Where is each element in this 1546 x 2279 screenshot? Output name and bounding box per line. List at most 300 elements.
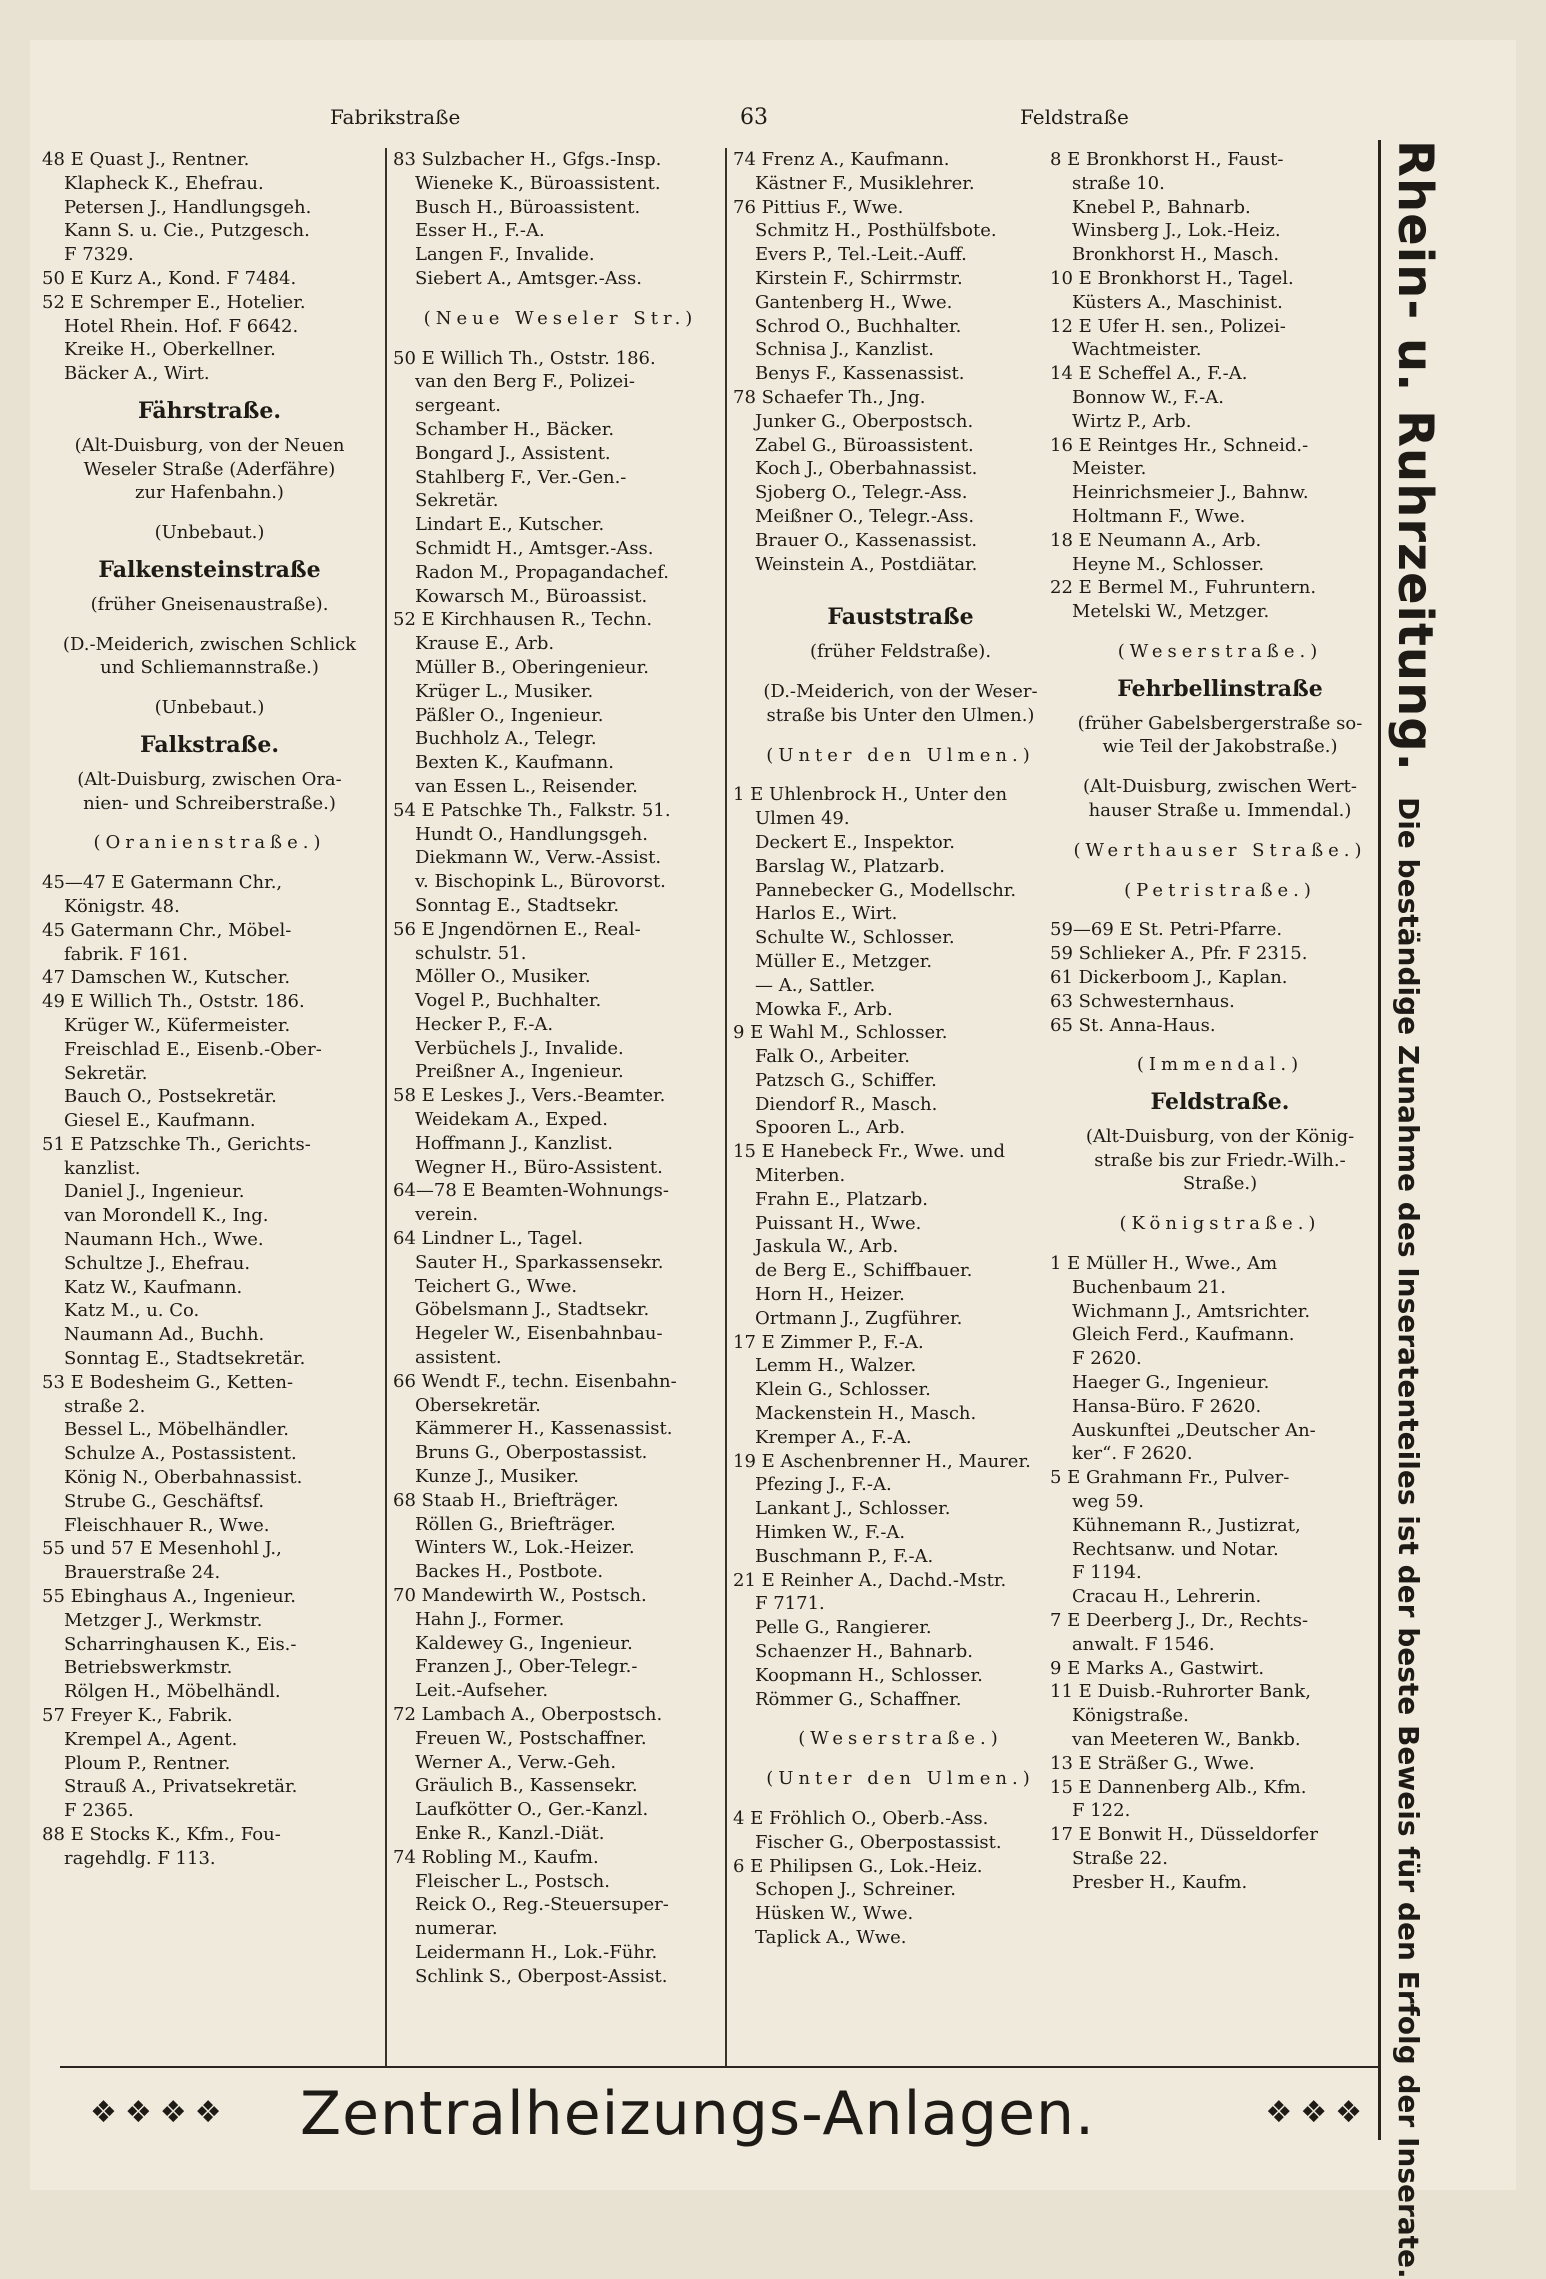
header-left-street: Fabrikstraße: [330, 105, 461, 129]
directory-entry: 8 E Bronkhorst H., Faust-: [1050, 149, 1284, 170]
directory-entry: 83 Sulzbacher H., Gfgs.-Insp.: [393, 149, 662, 170]
directory-entry: 74 Robling M., Kaufm.: [393, 1846, 599, 1868]
directory-entry: 54 E Patschke Th., Falkstr. 51.: [393, 799, 671, 821]
directory-entry: Bongard J., Assistent.: [415, 442, 611, 464]
directory-entry: Naumann Hch., Wwe.: [64, 1229, 264, 1251]
directory-entry: Taplick A., Wwe.: [755, 1926, 907, 1948]
directory-entry: Gleich Ferd., Kaufmann.: [1072, 1324, 1295, 1346]
street-heading: Falkstraße.: [139, 733, 280, 758]
directory-entry: Esser H., F.-A.: [415, 220, 545, 242]
directory-entry: Rechtsanw. und Notar.: [1072, 1538, 1279, 1560]
directory-entry: Schlink S., Oberpost-Assist.: [415, 1965, 668, 1987]
directory-entry: Presber H., Kaufm.: [1072, 1871, 1248, 1893]
directory-entry: 45—47 E Gatermann Chr.,: [42, 872, 283, 894]
directory-entry: 1 E Uhlenbrock H., Unter den: [733, 784, 1008, 806]
directory-entry: Wichmann J., Amtsrichter.: [1072, 1300, 1311, 1322]
directory-entry: Schulte W., Schlosser.: [755, 927, 955, 949]
directory-column-3: [725, 148, 1068, 2068]
directory-entry: Brauerstraße 24.: [64, 1562, 221, 1584]
footer-ad-title: Zentralheizungs-Anlagen.: [300, 2079, 1096, 2149]
directory-entry: 7 E Deerberg J., Dr., Rechts-: [1050, 1610, 1309, 1632]
spacer: [1050, 823, 1390, 839]
directory-entry: Lankant J., Schlosser.: [755, 1498, 951, 1520]
directory-entry: Sauter H., Sparkassensekr.: [415, 1251, 664, 1273]
directory-entry: F 2365.: [64, 1800, 134, 1822]
spacer: [42, 815, 377, 831]
directory-entry: Schnisa J., Kanzlist.: [755, 339, 934, 361]
directory-entry: Teichert G., Wwe.: [415, 1275, 578, 1297]
directory-entry: Buschmann P., F.-A.: [755, 1545, 934, 1567]
directory-entry: Krüger L., Musiker.: [415, 680, 594, 702]
directory-entry: Werner A., Verw.-Geh.: [415, 1751, 617, 1773]
directory-entry: Rölgen H., Möbelhändl.: [64, 1681, 281, 1703]
directory-entry: 13 E Sträßer G., Wwe.: [1050, 1752, 1255, 1774]
street-heading: Fauststraße: [827, 606, 974, 631]
directory-entry: Bessel L., Möbelhändler.: [64, 1419, 289, 1441]
street-note: (D.-Meiderich, zwischen Schlick: [62, 633, 357, 655]
directory-entry: 17 E Bonwit H., Düsseldorfer: [1050, 1824, 1318, 1846]
directory-entry: van den Berg F., Polizei-: [415, 371, 635, 393]
directory-entry: Jaskula W., Arb.: [755, 1236, 899, 1258]
directory-entry: Preißner A., Ingenieur.: [415, 1061, 624, 1083]
street-note: (Unbebaut.): [154, 522, 265, 544]
advertisement-sidebar: [1378, 140, 1443, 2279]
directory-entry: Enke R., Kanzl.-Diät.: [415, 1822, 605, 1844]
street-heading: Fehrbellinstraße: [1117, 677, 1323, 702]
directory-entry: Schaenzer H., Bahnarb.: [755, 1641, 974, 1663]
street-note: (Königstraße.): [1119, 1213, 1321, 1235]
spacer: [1050, 624, 1390, 640]
page-number: 63: [740, 105, 768, 130]
directory-column-1: [42, 148, 377, 1871]
directory-entry: Scharringhausen K., Eis.-: [64, 1633, 297, 1655]
directory-entry: 55 Ebinghaus A., Ingenieur.: [42, 1586, 297, 1608]
directory-entry: Weinstein A., Postdiätar.: [755, 553, 978, 575]
ornament-right-icon: ❖❖❖: [1265, 2095, 1370, 2130]
street-heading: Feldstraße.: [1150, 1091, 1290, 1115]
directory-entry: 19 E Aschenbrenner H., Maurer.: [733, 1450, 1031, 1472]
street-note: (Weserstraße.): [1117, 640, 1323, 662]
directory-entry: Bexten K., Kaufmann.: [415, 752, 614, 774]
directory-entry: Wirtz P., Arb.: [1072, 410, 1192, 432]
directory-entry: Ortmann J., Zugführer.: [755, 1307, 963, 1329]
directory-column-2: [385, 148, 728, 2068]
directory-entry: 10 E Bronkhorst H., Tagel.: [1050, 267, 1294, 289]
directory-entry: Cracau H., Lehrerin.: [1072, 1586, 1262, 1608]
spacer: [42, 680, 377, 696]
directory-entry: Winsberg J., Lok.-Heiz.: [1072, 220, 1281, 242]
directory-entry: Möller O., Musiker.: [415, 966, 591, 988]
directory-entry: Horn H., Heizer.: [755, 1284, 905, 1306]
directory-entry: 12 E Ufer H. sen., Polizei-: [1050, 315, 1286, 337]
directory-entry: numerar.: [415, 1918, 498, 1940]
directory-entry: 66 Wendt F., techn. Eisenbahn-: [393, 1370, 677, 1392]
street-note: (früher Gabelsbergerstraße so-: [1077, 712, 1363, 734]
directory-entry: schulstr. 51.: [415, 942, 527, 964]
spacer: [1050, 902, 1390, 918]
directory-entry: Daniel J., Ingenieur.: [64, 1181, 245, 1203]
directory-entry: Hüsken W., Wwe.: [755, 1903, 914, 1925]
directory-entry: Sonntag E., Stadtsekr.: [415, 894, 620, 916]
directory-entry: 53 E Bodesheim G., Ketten-: [42, 1371, 294, 1393]
directory-entry: 14 E Scheffel A., F.-A.: [1050, 363, 1248, 385]
directory-entry: Winters W., Lok.-Heizer.: [415, 1537, 635, 1559]
directory-entry: 9 E Wahl M., Schlosser.: [733, 1022, 948, 1044]
street-note: nien- und Schreiberstraße.): [83, 792, 336, 814]
directory-entry: Kästner F., Musiklehrer.: [755, 172, 975, 194]
directory-entry: Vogel P., Buchhalter.: [415, 990, 602, 1012]
directory-entry: Lindart E., Kutscher.: [415, 514, 605, 536]
street-note: (Unter den Ulmen.): [766, 1768, 1035, 1790]
directory-entry: Leit.-Aufseher.: [415, 1680, 549, 1702]
directory-entry: — A., Sattler.: [755, 974, 876, 996]
directory-entry: van Essen L., Reisender.: [415, 775, 638, 797]
directory-entry: Diendorf R., Masch.: [755, 1093, 938, 1115]
directory-entry: Metzger J., Werkmstr.: [64, 1609, 263, 1631]
directory-entry: Pfezing J., F.-A.: [755, 1474, 892, 1496]
directory-entry: fabrik. F 161.: [64, 943, 188, 965]
directory-entry: F 7329.: [64, 244, 134, 266]
spacer: [1050, 1196, 1390, 1212]
directory-entry: 51 E Patzschke Th., Gerichts-: [42, 1133, 311, 1155]
directory-entry: Ulmen 49.: [755, 808, 850, 830]
street-heading: Fährstraße.: [137, 399, 282, 424]
directory-entry: straße 2.: [64, 1395, 146, 1417]
directory-entry: Busch H., Büroassistent.: [415, 196, 641, 218]
directory-entry: Meister.: [1072, 458, 1147, 480]
directory-entry: 59 Schlieker A., Pfr. F 2315.: [1050, 943, 1308, 965]
footer-divider: [60, 2066, 1380, 2068]
directory-entry: Königstraße.: [1072, 1705, 1189, 1727]
directory-entry: sergeant.: [415, 395, 501, 417]
directory-entry: Meißner O., Telegr.-Ass.: [755, 505, 975, 527]
directory-column-4: [1050, 148, 1390, 1895]
directory-entry: Metelski W., Metzger.: [1072, 601, 1270, 623]
directory-entry: Falk O., Arbeiter.: [755, 1046, 911, 1068]
spacer: [733, 728, 1068, 744]
footer-advertisement: [60, 2075, 1380, 2165]
directory-entry: Bäcker A., Wirt.: [64, 363, 210, 385]
directory-entry: Buchholz A., Telegr.: [415, 728, 597, 750]
directory-entry: Krempel A., Agent.: [64, 1728, 238, 1750]
directory-entry: Laufkötter O., Ger.-Kanzl.: [415, 1799, 649, 1821]
directory-entry: F 7171.: [755, 1593, 825, 1615]
directory-entry: Spooren L., Arb.: [755, 1117, 906, 1139]
directory-entry: Evers P., Tel.-Leit.-Auff.: [755, 244, 967, 266]
directory-entry: 5 E Grahmann Fr., Pulver-: [1050, 1467, 1290, 1489]
directory-entry: 47 Damschen W., Kutscher.: [42, 967, 291, 989]
directory-entry: Brauer O., Kassenassist.: [755, 529, 978, 551]
directory-entry: Junker G., Oberpostsch.: [755, 410, 974, 432]
directory-entry: van Morondell K., Ing.: [64, 1205, 269, 1227]
directory-entry: ker“. F 2620.: [1072, 1443, 1193, 1465]
directory-entry: Kowarsch M., Büroassist.: [415, 585, 648, 607]
directory-entry: assistent.: [415, 1347, 502, 1369]
directory-entry: de Berg E., Schiffbauer.: [755, 1260, 973, 1282]
directory-entry: Hahn J., Former.: [415, 1608, 565, 1630]
directory-entry: Göbelsmann J., Stadtsekr.: [415, 1299, 650, 1321]
sidebar-slogan: Die beständige Zunahme des Inseratenteiles ist der beste Beweis für den Erfolg der Inserate.: [1392, 796, 1425, 2279]
directory-entry: König N., Oberbahnassist.: [64, 1467, 303, 1489]
directory-entry: 21 E Reinher A., Dachd.-Mstr.: [733, 1569, 1007, 1591]
directory-entry: Siebert A., Amtsger.-Ass.: [415, 267, 642, 289]
directory-entry: Fleischhauer R., Wwe.: [64, 1514, 270, 1536]
directory-entry: Zabel G., Büroassistent.: [755, 434, 974, 456]
street-note: (Unbebaut.): [154, 697, 265, 719]
directory-entry: Fleischer L., Postsch.: [415, 1870, 610, 1892]
directory-entry: ragehdlg. F 113.: [64, 1847, 216, 1869]
directory-entry: Königstr. 48.: [64, 895, 180, 917]
directory-entry: 72 Lambach A., Oberpostsch.: [393, 1704, 663, 1725]
directory-entry: Giesel E., Kaufmann.: [64, 1110, 256, 1132]
directory-entry: Benys F., Kassenassist.: [755, 363, 965, 385]
directory-entry: Römmer G., Schaffner.: [755, 1688, 962, 1710]
header-right-street: Feldstraße: [1020, 105, 1129, 129]
directory-entry: 56 E Jngendörnen E., Real-: [393, 918, 641, 940]
directory-entry: Lemm H., Walzer.: [755, 1355, 917, 1377]
directory-entry: Bonnow W., F.-A.: [1072, 386, 1224, 408]
street-note: straße bis Unter den Ulmen.): [766, 704, 1035, 726]
street-note: zur Hafenbahn.): [135, 482, 284, 504]
directory-entry: Mowka F., Arb.: [755, 998, 893, 1020]
directory-entry: Auskunftei „Deutscher An-: [1072, 1419, 1316, 1441]
directory-entry: 68 Staab H., Briefträger.: [393, 1489, 619, 1511]
directory-entry: F 122.: [1072, 1800, 1131, 1822]
directory-entry: Katz M., u. Co.: [64, 1300, 200, 1322]
directory-entry: Strauß A., Privatsekretär.: [64, 1776, 298, 1798]
spacer: [733, 1791, 1068, 1807]
directory-entry: Fischer G., Oberpostassist.: [755, 1831, 1002, 1853]
directory-entry: Kämmerer H., Kassenassist.: [415, 1418, 673, 1440]
directory-entry: Patzsch G., Schiffer.: [755, 1069, 937, 1091]
directory-entry: 45 Gatermann Chr., Möbel-: [42, 919, 292, 941]
directory-entry: Kann S. u. Cie., Putzgesch.: [64, 220, 310, 242]
directory-entry: 48 E Quast J., Rentner.: [42, 149, 250, 170]
directory-entry: 4 E Fröhlich O., Oberb.-Ass.: [733, 1808, 989, 1829]
spacer: [733, 767, 1068, 783]
spacer: [1050, 1037, 1390, 1053]
directory-entry: 22 E Bermel M., Fuhruntern.: [1050, 577, 1317, 599]
spacer: [393, 331, 728, 347]
street-note: (früher Gneisenaustraße).: [90, 593, 329, 615]
street-heading: Falkensteinstraße: [98, 558, 321, 583]
spacer: [1050, 1236, 1390, 1252]
directory-entry: 15 E Hanebeck Fr., Wwe. und: [733, 1141, 1006, 1163]
directory-entry: Franzen J., Ober-Telegr.-: [415, 1656, 638, 1678]
directory-entry: Holtmann F., Wwe.: [1072, 505, 1246, 527]
directory-entry: Naumann Ad., Buchh.: [64, 1324, 265, 1346]
street-note: Weseler Straße (Aderfähre): [83, 458, 336, 480]
directory-entry: Buchenbaum 21.: [1072, 1276, 1227, 1298]
directory-entry: Hansa-Büro. F 2620.: [1072, 1395, 1262, 1417]
directory-entry: Schopen J., Schreiner.: [755, 1879, 956, 1901]
directory-entry: Backes H., Postbote.: [415, 1561, 604, 1583]
directory-entry: 17 E Zimmer P., F.-A.: [733, 1331, 924, 1353]
directory-entry: Sekretär.: [415, 490, 499, 512]
directory-entry: Krüger W., Küfermeister.: [64, 1014, 291, 1036]
directory-entry: Frahn E., Platzarb.: [755, 1188, 928, 1210]
spacer: [42, 617, 377, 633]
directory-entry: Klein G., Schlosser.: [755, 1379, 931, 1401]
street-note: (Alt-Duisburg, zwischen Wert-: [1083, 776, 1357, 798]
directory-entry: Wachtmeister.: [1072, 339, 1202, 361]
directory-entry: Betriebswerkmstr.: [64, 1657, 233, 1679]
directory-entry: Obersekretär.: [415, 1394, 541, 1416]
directory-entry: Puissant H., Wwe.: [755, 1212, 922, 1234]
directory-entry: Harlos E., Wirt.: [755, 903, 898, 925]
directory-entry: 49 E Willich Th., Oststr. 186.: [42, 991, 305, 1013]
street-note: (früher Feldstraße).: [809, 641, 992, 663]
directory-entry: Wegner H., Büro-Assistent.: [415, 1156, 663, 1178]
page-header: [100, 105, 1400, 145]
directory-entry: 74 Frenz A., Kaufmann.: [733, 149, 950, 170]
directory-entry: Schmitz H., Posthülfsbote.: [755, 220, 997, 242]
directory-entry: Straße 22.: [1072, 1848, 1168, 1869]
directory-entry: Schmidt H., Amtsger.-Ass.: [415, 537, 654, 559]
directory-entry: Kirstein F., Schirrmstr.: [755, 267, 963, 289]
street-note: wie Teil der Jakobstraße.): [1102, 736, 1338, 758]
directory-entry: Müller B., Oberingenieur.: [415, 656, 649, 678]
directory-entry: 50 E Kurz A., Kond. F 7484.: [42, 267, 297, 289]
directory-entry: Pannebecker G., Modellschr.: [755, 879, 1017, 901]
directory-entry: v. Bischopink L., Bürovorst.: [415, 871, 666, 893]
directory-entry: 9 E Marks A., Gastwirt.: [1050, 1657, 1265, 1679]
directory-entry: straße 10.: [1072, 172, 1165, 194]
spacer: [42, 505, 377, 521]
directory-entry: Schulze A., Postassistent.: [64, 1443, 297, 1465]
directory-entry: 63 Schwesternhaus.: [1050, 990, 1235, 1012]
directory-entry: Langen F., Invalide.: [415, 244, 595, 266]
directory-entry: Leidermann H., Lok.-Führ.: [415, 1941, 658, 1963]
street-note: (Oranienstraße.): [93, 832, 326, 854]
directory-entry: Knebel P., Bahnarb.: [1072, 196, 1251, 218]
directory-entry: Hecker P., F.-A.: [415, 1013, 554, 1035]
directory-entry: 64 Lindner L., Tagel.: [393, 1228, 584, 1250]
spacer: [733, 664, 1068, 680]
street-note: (Immendal.): [1136, 1054, 1304, 1076]
directory-entry: Koch J., Oberbahnassist.: [755, 458, 978, 480]
street-note: (D.-Meiderich, von der Weser-: [763, 680, 1038, 702]
street-note: (Alt-Duisburg, von der Neuen: [74, 434, 345, 456]
directory-entry: Klapheck K., Ehefrau.: [64, 172, 264, 194]
directory-entry: Gantenberg H., Wwe.: [755, 291, 953, 313]
directory-entry: Krause E., Arb.: [415, 633, 555, 655]
directory-entry: Schultze J., Ehefrau.: [64, 1252, 251, 1274]
directory-entry: 18 E Neumann A., Arb.: [1050, 529, 1262, 551]
directory-entry: 78 Schaefer Th., Jng.: [733, 386, 926, 408]
directory-entry: Deckert E., Inspektor.: [755, 831, 956, 853]
directory-entry: Ploum P., Rentner.: [64, 1752, 231, 1774]
directory-entry: Mackenstein H., Masch.: [755, 1403, 977, 1425]
directory-entry: 52 E Schremper E., Hotelier.: [42, 291, 306, 313]
directory-entry: Küsters A., Maschinist.: [1072, 291, 1283, 313]
directory-entry: 58 E Leskes J., Vers.-Beamter.: [393, 1085, 666, 1107]
directory-entry: Kreike H., Oberkellner.: [64, 339, 276, 361]
street-note: (Alt-Duisburg, von der König-: [1085, 1125, 1355, 1147]
directory-entry: Pelle G., Rangierer.: [755, 1617, 932, 1639]
directory-entry: 52 E Kirchhausen R., Techn.: [393, 609, 653, 631]
directory-entry: 88 E Stocks K., Kfm., Fou-: [42, 1824, 281, 1845]
directory-entry: Hegeler W., Eisenbahnbau-: [415, 1323, 663, 1345]
sidebar-vertical-text: [1387, 140, 1443, 2279]
directory-entry: Gräulich B., Kassensekr.: [415, 1775, 638, 1797]
directory-entry: Schrod O., Buchhalter.: [755, 315, 962, 337]
directory-entry: Sekretär.: [64, 1062, 148, 1084]
directory-entry: Bronkhorst H., Masch.: [1072, 244, 1280, 266]
spacer: [733, 1711, 1068, 1727]
directory-entry: Kremper A., F.-A.: [755, 1426, 912, 1448]
directory-entry: Bauch O., Postsekretär.: [64, 1086, 277, 1108]
directory-entry: 70 Mandewirth W., Postsch.: [393, 1585, 647, 1607]
directory-entry: Freuen W., Postschaffner.: [415, 1727, 647, 1749]
directory-entry: 64—78 E Beamten-Wohnungs-: [393, 1180, 669, 1202]
spacer: [1050, 863, 1390, 879]
directory-entry: Sjoberg O., Telegr.-Ass.: [755, 482, 968, 504]
spacer: [42, 855, 377, 871]
directory-entry: Barslag W., Platzarb.: [755, 855, 945, 877]
directory-entry: van Meeteren W., Bankb.: [1072, 1729, 1301, 1751]
street-note: (Petristraße.): [1124, 879, 1316, 901]
directory-entry: Kaldewey G., Ingenieur.: [415, 1632, 633, 1654]
directory-entry: Wieneke K., Büroassistent.: [415, 172, 661, 194]
directory-entry: kanzlist.: [64, 1157, 141, 1179]
directory-entry: Schamber H., Bäcker.: [415, 418, 615, 440]
directory-entry: 57 Freyer K., Fabrik.: [42, 1705, 233, 1727]
directory-entry: Heinrichsmeier J., Bahnw.: [1072, 482, 1309, 504]
directory-entry: 16 E Reintges Hr., Schneid.-: [1050, 434, 1309, 456]
directory-entry: Päßler O., Ingenieur.: [415, 704, 604, 726]
directory-entry: 59—69 E St. Petri-Pfarre.: [1050, 919, 1283, 941]
directory-entry: Hotel Rhein. Hof. F 6642.: [64, 315, 299, 337]
directory-entry: 15 E Dannenberg Alb., Kfm.: [1050, 1776, 1307, 1798]
directory-entry: 11 E Duisb.-Ruhrorter Bank,: [1050, 1681, 1312, 1703]
directory-entry: Radon M., Propagandachef.: [415, 561, 669, 583]
ornament-left-icon: ❖❖❖❖: [90, 2095, 230, 2130]
sidebar-brand: Rhein- u. Ruhrzeitung.: [1387, 140, 1443, 772]
directory-entry: Bruns G., Oberpostassist.: [415, 1442, 648, 1464]
street-note: (Unter den Ulmen.): [766, 744, 1035, 766]
directory-entry: Kunze J., Musiker.: [415, 1466, 580, 1488]
directory-entry: 55 und 57 E Mesenhohl J.,: [42, 1538, 282, 1560]
directory-entry: Petersen J., Handlungsgeh.: [64, 196, 312, 218]
spacer: [733, 1751, 1068, 1767]
directory-entry: Haeger G., Ingenieur.: [1072, 1372, 1270, 1394]
directory-entry: 1 E Müller H., Wwe., Am: [1050, 1253, 1278, 1275]
directory-entry: Hoffmann J., Kanzlist.: [415, 1132, 613, 1154]
directory-entry: Himken W., F.-A.: [755, 1522, 906, 1544]
spacer: [733, 576, 1068, 592]
street-note: (Weserstraße.): [798, 1728, 1003, 1750]
directory-entry: Weidekam A., Exped.: [415, 1109, 608, 1131]
directory-entry: Diekmann W., Verw.-Assist.: [415, 847, 662, 869]
directory-entry: Stahlberg F., Ver.-Gen.-: [415, 466, 627, 488]
directory-entry: 50 E Willich Th., Oststr. 186.: [393, 347, 656, 369]
directory-entry: Miterben.: [755, 1165, 846, 1187]
directory-entry: Reick O., Reg.-Steuersuper-: [415, 1894, 669, 1916]
directory-entry: 65 St. Anna-Haus.: [1050, 1014, 1216, 1036]
street-note: und Schliemannstraße.): [100, 657, 319, 679]
directory-entry: weg 59.: [1072, 1491, 1144, 1513]
spacer: [1050, 759, 1390, 775]
street-note: straße bis zur Friedr.-Wilh.-: [1094, 1149, 1346, 1171]
directory-entry: Koopmann H., Schlosser.: [755, 1664, 983, 1686]
street-note: hauser Straße u. Immendal.): [1088, 799, 1352, 821]
directory-entry: Verbüchels J., Invalide.: [415, 1037, 624, 1059]
directory-entry: Röllen G., Briefträger.: [415, 1513, 616, 1535]
directory-entry: Sonntag E., Stadtsekretär.: [64, 1348, 306, 1370]
directory-entry: 76 Pittius F., Wwe.: [733, 196, 904, 218]
directory-entry: F 2620.: [1072, 1348, 1142, 1370]
